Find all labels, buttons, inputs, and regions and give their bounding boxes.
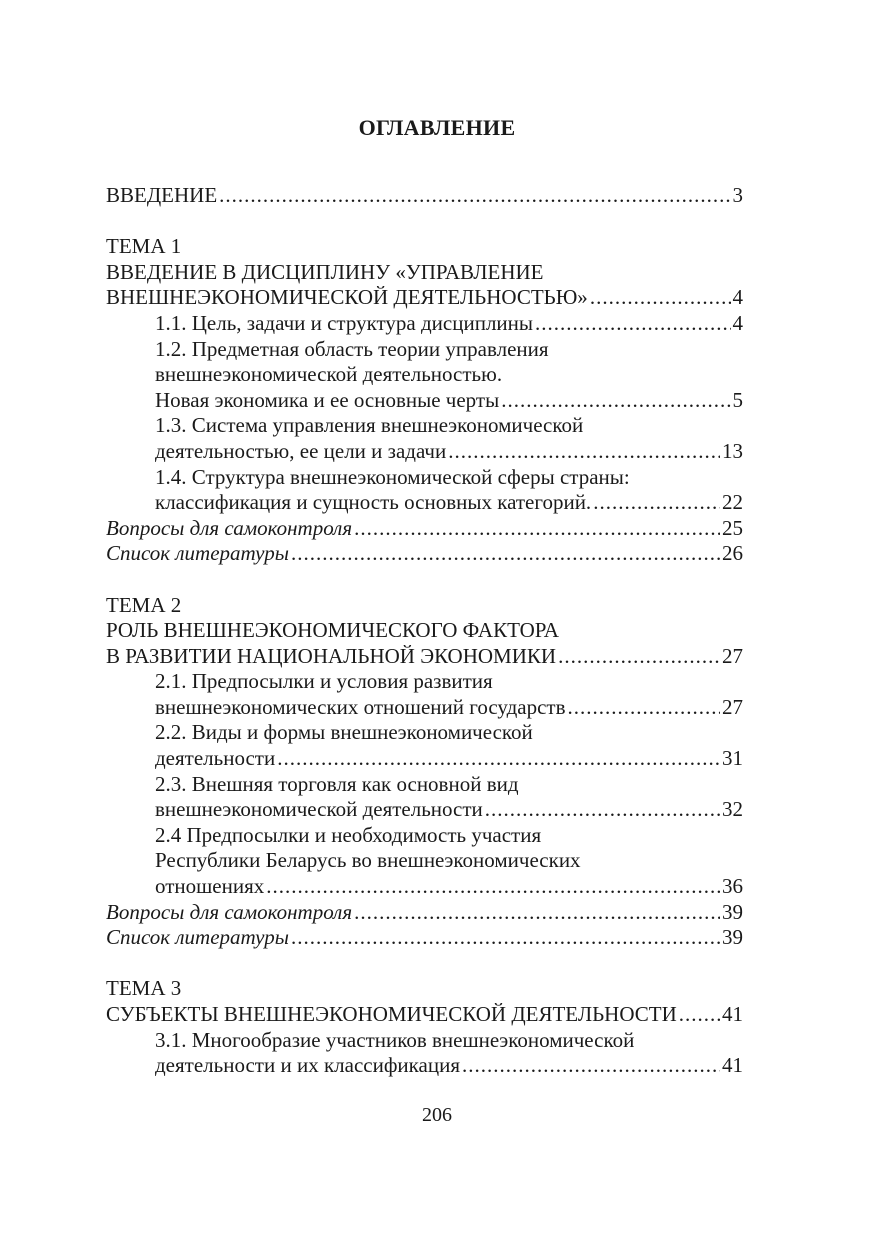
toc-entry[interactable]: [106, 516, 743, 542]
toc-line: [106, 541, 743, 567]
toc-entry-text: деятельности: [155, 746, 276, 771]
dot-leader: [354, 516, 720, 542]
toc-page-number: 22: [722, 490, 743, 515]
toc-page-number: 26: [722, 541, 743, 566]
toc-page-number: 27: [722, 694, 743, 719]
dot-leader: [501, 388, 730, 414]
toc-line: [106, 644, 743, 670]
toc-page-number: 27: [722, 643, 743, 668]
toc-entry-text: внешнеэкономической деятельности: [155, 797, 483, 822]
toc-entry-text: внешнеэкономической деятельностью.: [155, 362, 503, 387]
toc-page-number: 32: [722, 797, 743, 822]
toc-page-number: 13: [722, 438, 743, 463]
toc-line: [106, 1053, 743, 1079]
toc-entry-text: отношениях: [155, 874, 265, 899]
dot-leader: [567, 695, 720, 721]
spacer: [106, 209, 743, 235]
toc-entry-text: 1.4. Структура внешнеэкономической сферы страны:: [155, 464, 630, 489]
toc-entry[interactable]: [106, 337, 743, 414]
toc-line: [106, 362, 743, 388]
toc-line: [106, 874, 743, 900]
toc-line: [106, 337, 743, 363]
toc-line: [106, 234, 743, 260]
dot-leader: [590, 285, 731, 311]
dot-leader: [291, 925, 720, 951]
toc-entry[interactable]: [106, 772, 743, 823]
toc-page-number: 25: [722, 515, 743, 540]
toc-entry-text: Вопросы для самоконтроля: [106, 899, 353, 924]
toc-page-number: 39: [722, 925, 743, 950]
toc-line: [106, 311, 743, 337]
toc-entry[interactable]: [106, 1028, 743, 1079]
toc-page-number: 41: [722, 1053, 743, 1078]
toc-line: [106, 1002, 743, 1028]
toc-entry[interactable]: [106, 413, 743, 464]
toc-page-number: 41: [722, 1002, 743, 1026]
toc-entry[interactable]: [106, 541, 743, 567]
toc-line: [106, 976, 743, 1002]
toc-line: [106, 183, 743, 209]
toc-line: [106, 925, 743, 951]
toc-entry[interactable]: [106, 465, 743, 516]
page-number: 206: [422, 1104, 452, 1126]
toc-line: [106, 260, 743, 286]
dot-leader: [535, 311, 730, 337]
toc-entry-text: Список литературы: [106, 925, 289, 950]
toc-line: [106, 465, 743, 491]
toc-entry-text: 2.1. Предпосылки и условия развития: [155, 669, 493, 694]
toc-line: [106, 746, 743, 772]
toc-entry-text: ТЕМА 3: [106, 976, 182, 1001]
spacer: [106, 567, 743, 593]
toc-entry-text: внешнеэкономических отношений государств: [155, 694, 566, 719]
toc-page-number: 4: [732, 285, 743, 310]
toc-entry-text: 1.2. Предметная область теории управления: [155, 336, 549, 361]
table-of-contents: [106, 183, 743, 1079]
toc-entry-text: СУБЪЕКТЫ ВНЕШНЕЭКОНОМИЧЕСКОЙ ДЕЯТЕЛЬНОСТИ: [106, 1002, 677, 1026]
toc-line: [106, 490, 743, 516]
toc-entry-text: Новая экономика и ее основные черты: [155, 387, 500, 412]
toc-line: [106, 516, 743, 542]
toc-line: [106, 413, 743, 439]
toc-entry[interactable]: [106, 311, 743, 337]
toc-entry-text: 1.3. Система управления внешнеэкономической: [155, 413, 584, 438]
toc-entry-text: Список литературы: [106, 541, 289, 566]
dot-leader: [448, 439, 720, 465]
toc-entry-text: 3.1. Многообразие участников внешнеэкономической: [155, 1027, 635, 1052]
dot-leader: [679, 1002, 720, 1028]
toc-line: [106, 823, 743, 849]
toc-line: [106, 695, 743, 721]
toc-entry-text: 1.1. Цель, задачи и структура дисциплины: [155, 310, 534, 335]
toc-entry[interactable]: [106, 234, 743, 311]
toc-line: [106, 285, 743, 311]
toc-line: [106, 900, 743, 926]
toc-entry-text: Вопросы для самоконтроля: [106, 515, 353, 540]
dot-leader: [266, 874, 720, 900]
toc-entry[interactable]: [106, 925, 743, 951]
toc-entry-text: ВВЕДЕНИЕ В ДИСЦИПЛИНУ «УПРАВЛЕНИЕ: [106, 259, 544, 284]
toc-entry-text: деятельностью, ее цели и задачи: [155, 438, 447, 463]
toc-entry-text: 2.2. Виды и формы внешнеэкономической: [155, 720, 533, 745]
toc-entry[interactable]: [106, 823, 743, 900]
toc-line: [106, 439, 743, 465]
toc-entry[interactable]: [106, 900, 743, 926]
toc-entry-text: ТЕМА 1: [106, 234, 182, 259]
toc-entry-text: ВВЕДЕНИЕ: [106, 183, 218, 207]
toc-entry-text: ВНЕШНЕЭКОНОМИЧЕСКОЙ ДЕЯТЕЛЬНОСТЬЮ»: [106, 285, 588, 310]
toc-page-number: 5: [732, 387, 743, 412]
toc-line: [106, 618, 743, 644]
toc-page-number: 36: [722, 874, 743, 899]
toc-entry-text: Республики Беларусь во внешнеэкономических: [155, 848, 581, 873]
toc-entry[interactable]: [106, 720, 743, 771]
toc-entry[interactable]: [106, 669, 743, 720]
dot-leader: [219, 183, 730, 209]
toc-page-number: 4: [732, 310, 743, 335]
toc-line: [106, 669, 743, 695]
dot-leader: [291, 541, 720, 567]
toc-line: [106, 388, 743, 414]
toc-entry-text: ТЕМА 2: [106, 592, 182, 617]
toc-line: [106, 772, 743, 798]
dot-leader: [277, 746, 720, 772]
toc-entry-text: 2.4 Предпосылки и необходимость участия: [155, 822, 542, 847]
toc-line: [106, 797, 743, 823]
toc-line: [106, 720, 743, 746]
dot-leader: [354, 900, 720, 926]
page-title: ОГЛАВЛЕНИЕ: [358, 115, 516, 140]
spacer: [106, 951, 743, 977]
toc-page-number: 3: [732, 183, 743, 207]
dot-leader: [558, 644, 720, 670]
dot-leader: [593, 490, 720, 516]
toc-entry-text: классификация и сущность основных категорий.: [155, 490, 592, 515]
toc-line: [106, 1028, 743, 1054]
toc-entry[interactable]: [106, 183, 743, 209]
toc-line: [106, 848, 743, 874]
toc-entry[interactable]: [106, 976, 743, 1027]
toc-entry[interactable]: [106, 593, 743, 670]
toc-entry-text: деятельности и их классификация: [155, 1053, 461, 1078]
dot-leader: [485, 797, 720, 823]
toc-line: [106, 593, 743, 619]
toc-page-number: 39: [722, 899, 743, 924]
toc-entry-text: 2.3. Внешняя торговля как основной вид: [155, 771, 519, 796]
toc-page-number: 31: [722, 746, 743, 771]
toc-entry-text: РОЛЬ ВНЕШНЕЭКОНОМИЧЕСКОГО ФАКТОРА: [106, 618, 559, 643]
toc-entry-text: В РАЗВИТИИ НАЦИОНАЛЬНОЙ ЭКОНОМИКИ: [106, 643, 557, 668]
dot-leader: [462, 1053, 720, 1079]
